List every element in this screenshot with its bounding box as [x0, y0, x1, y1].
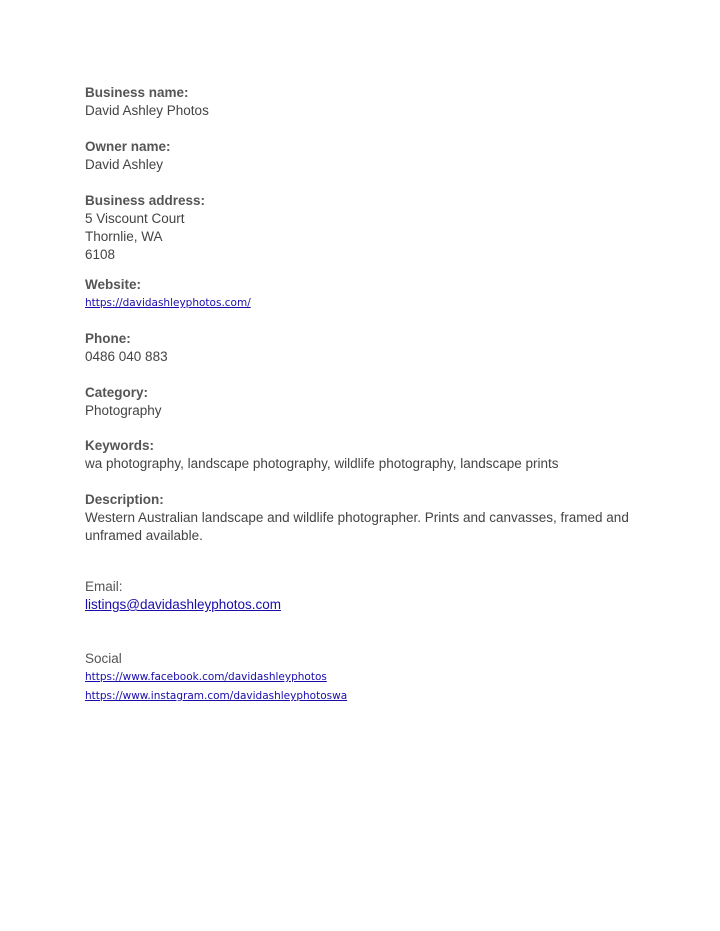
phone-value: 0486 040 883: [85, 349, 168, 364]
email-link[interactable]: listings@davidashleyphotos.com: [85, 597, 282, 612]
facebook-link[interactable]: https://www.facebook.com/davidashleyphotos: [85, 671, 327, 683]
phone-section: [85, 330, 645, 366]
email-label: Email:: [85, 579, 123, 594]
social-section: [85, 650, 645, 706]
owner-name-value: David Ashley: [85, 157, 164, 172]
description-section: [85, 491, 645, 545]
category-label: Category:: [85, 385, 149, 400]
owner-name-label: Owner name:: [85, 139, 171, 154]
instagram-link[interactable]: https://www.instagram.com/davidashleyphotoswa: [85, 690, 348, 702]
keywords-label: Keywords:: [85, 438, 155, 453]
business-name-label: Business name:: [85, 85, 189, 100]
address-line-street: 5 Viscount Court: [85, 211, 185, 226]
keywords-section: [85, 437, 645, 473]
keywords-value: wa photography, landscape photography, wildlife photography, landscape prints: [85, 456, 559, 471]
business-address-label: Business address:: [85, 193, 206, 208]
phone-label: Phone:: [85, 331, 131, 346]
website-section: [85, 276, 645, 313]
website-label: Website:: [85, 277, 142, 292]
address-line-postcode: 6108: [85, 247, 116, 262]
social-label: Social: [85, 651, 122, 666]
business-address-section: [85, 192, 645, 264]
address-line-suburb: Thornlie, WA: [85, 229, 163, 244]
category-value: Photography: [85, 403, 162, 418]
website-link[interactable]: https://davidashleyphotos.com/: [85, 297, 251, 309]
business-name-value: David Ashley Photos: [85, 103, 209, 118]
description-value: Western Australian landscape and wildlife photographer. Prints and canvasses, framed and unframed available.: [85, 510, 629, 543]
category-section: [85, 384, 645, 420]
business-name-section: [85, 84, 645, 120]
owner-name-section: [85, 138, 645, 174]
description-label: Description:: [85, 492, 164, 507]
email-section: [85, 578, 645, 614]
